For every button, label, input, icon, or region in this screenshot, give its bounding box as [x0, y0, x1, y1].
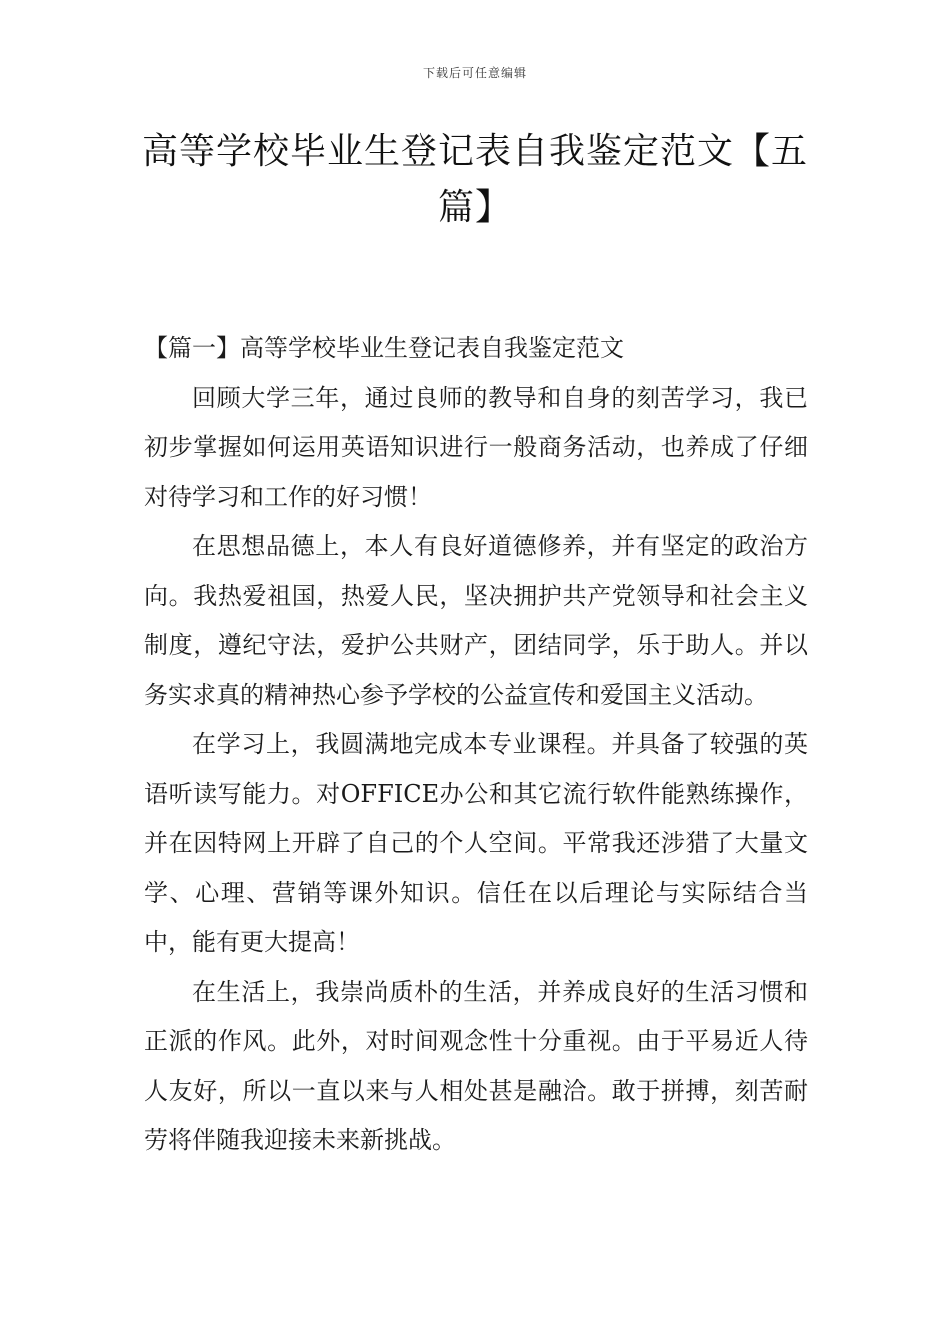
paragraph-study: 在学习上，我圆满地完成本专业课程。并具备了较强的英语听读写能力。对OFFICE办公和其它流行软件能熟练操作，并在因特网上开辟了自己的个人空间。平常我还涉猎了大量文学、心理、营销等课外知识。信任在以后理论与实际结合当中，能有更大提高！	[144, 730, 808, 956]
header-note: 下载后可任意编辑	[422, 66, 527, 80]
paragraph-review: 回顾大学三年，通过良师的教导和自身的刻苦学习，我已初步掌握如何运用英语知识进行一般商务活动，也养成了仔细对待学习和工作的好习惯！	[144, 383, 808, 511]
paragraph-life: 在生活上，我崇尚质朴的生活，并养成良好的生活习惯和正派的作风。此外，对时间观念性十分重视。由于平易近人待人友好，所以一直以来与人相处甚是融洽。敢于拼搏，刻苦耐劳将伴随我迎接未来新挑战。	[144, 977, 808, 1154]
document-body	[144, 324, 808, 1166]
paragraph-morality: 在思想品德上，本人有良好道德修养，并有坚定的政治方向。我热爱祖国，热爱人民，坚决拥护共产党领导和社会主义制度，遵纪守法，爱护公共财产，团结同学，乐于助人。并以务实求真的精神热心参予学校的公益宣传和爱国主义活动。	[144, 532, 808, 709]
document-title: 高等学校毕业生登记表自我鉴定范文【五篇】	[141, 131, 808, 228]
section-heading: 【篇一】高等学校毕业生登记表自我鉴定范文	[144, 334, 624, 362]
